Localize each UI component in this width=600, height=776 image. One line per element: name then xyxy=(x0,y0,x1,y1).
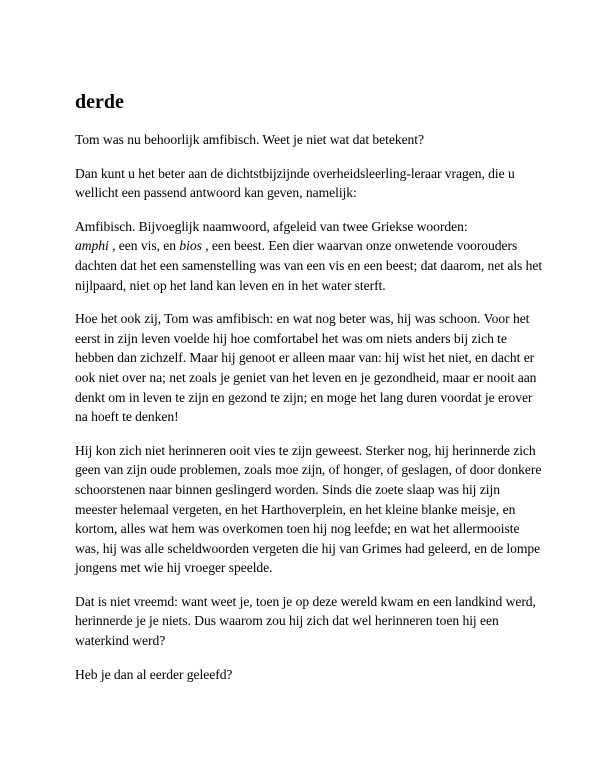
definition-end: , een beest. Een dier waarvan onze onwetende voorouders dachten dat het een samenstelling was van een vis en een beest; dat daarom, net als het nijlpaard, niet op het land kan leven en in het water sterft. xyxy=(75,238,543,293)
paragraph-4: Hoe het ook zij, Tom was amfibisch: en wat nog beter was, hij was schoon. Voor het eerst in zijn leven voelde hij hoe comfortabel het was om niets anders bij zich te hebben dan zichzelf. Maar hij genoot er alleen maar van: hij wist het niet, en dacht er ook niet over na; net zoals je geniet van het leven en je gezondheid, maar er nooit aan denkt om in leven te zijn en gezond te zijn; en moge het lang duren voordat je erover na hoeft te denken! xyxy=(75,311,537,425)
paragraph-5: Hij kon zich niet herinneren ooit vies te zijn geweest. Sterker nog, hij herinnerde zich geen van zijn oude problemen, zoals moe zijn, of honger, of geslagen, of door donkere schoorstenen naar binnen geslingerd worden. Sinds die zoete slaap was hij zijn meester helemaal vergeten, en het Harthoverplein, en het kleine blanke meisje, en kortom, alles wat hem was overkomen toen hij nog leefde; en wat het allermooiste was, hij was alle scheldwoorden vergeten die hij van Grimes had geleerd, en de lompe jongens met wie hij vroeger speelde. xyxy=(75,442,542,576)
term-bios: bios xyxy=(179,238,202,254)
document-page xyxy=(75,90,545,698)
definition-middle: , een vis, en xyxy=(112,238,177,254)
paragraph-1: Tom was nu behoorlijk amfibisch. Weet je niet wat dat betekent? xyxy=(75,132,425,147)
chapter-heading: derde xyxy=(75,91,124,113)
paragraph-2: Dan kunt u het beter aan de dichtstbijzijnde overheidsleerling-leraar vragen, die u wellicht een passend antwoord kan geven, namelijk: xyxy=(75,165,515,201)
paragraph-6: Dat is niet vreemd: want weet je, toen je op deze wereld kwam en een landkind werd, herinnerde je je niets. Dus waarom zou hij zich dat wel herinneren toen hij een waterkind werd? xyxy=(75,593,536,649)
paragraph-7: Heb je dan al eerder geleefd? xyxy=(75,666,233,682)
definition-intro: Amfibisch. Bijvoeglijk naamwoord, afgeleid van twee Griekse woorden: xyxy=(75,218,468,234)
term-amphi: amphi xyxy=(75,238,109,254)
paragraph-3 xyxy=(75,217,545,295)
